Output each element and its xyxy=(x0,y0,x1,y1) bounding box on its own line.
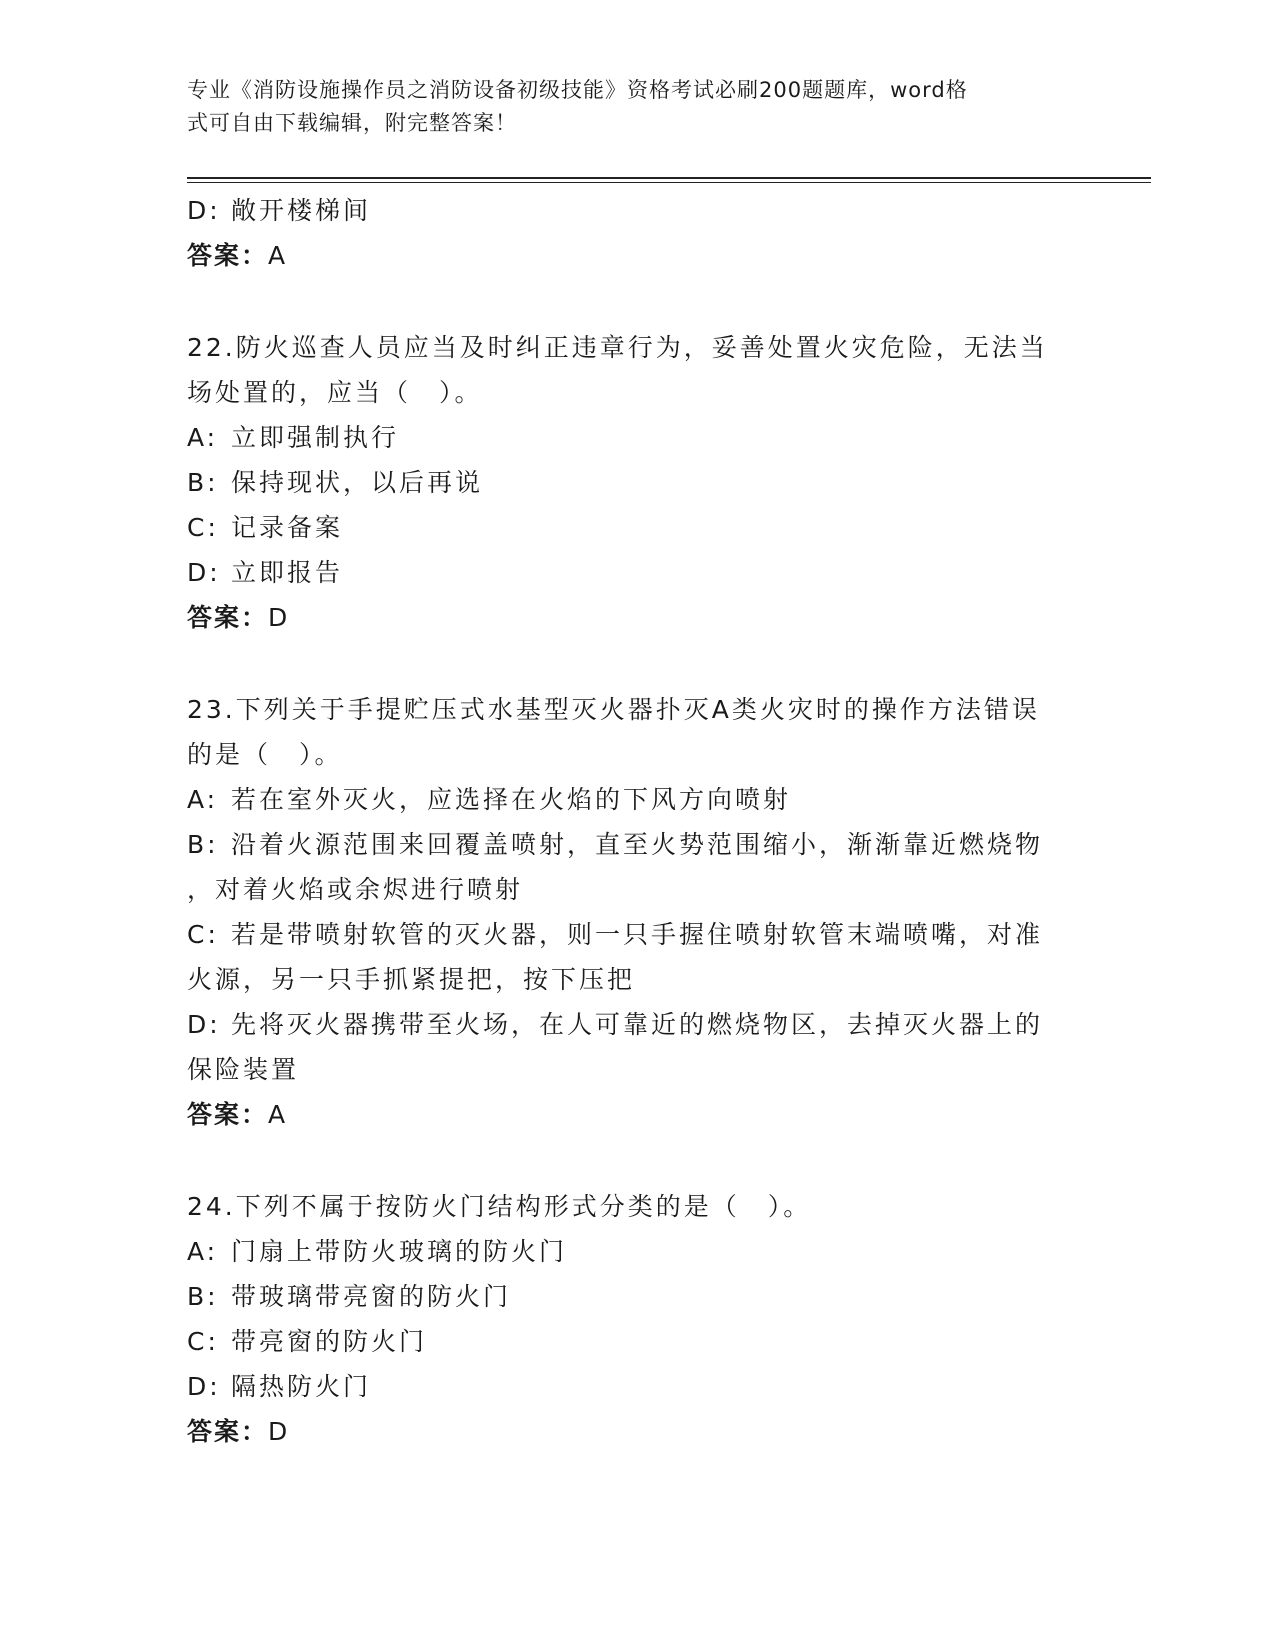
question-22-option-d: D: 立即报告 xyxy=(187,558,344,587)
question-24-option-d: D: 隔热防火门 xyxy=(187,1372,372,1401)
prev-option-d: D: 敞开楼梯间 xyxy=(187,196,372,225)
question-23-option-b-cont: ，对着火焰或余烬进行喷射 xyxy=(187,875,524,904)
question-22-answer: 答案：D xyxy=(187,603,289,632)
question-23-option-c: C: 若是带喷射软管的灭火器，则一只手握住喷射软管末端喷嘴，对准 xyxy=(187,920,1044,949)
header-line-2: 式可自由下载编辑，附完整答案！ xyxy=(187,111,517,135)
question-22-stem: 22.防火巡查人员应当及时纠正违章行为，妥善处置火灾危险，无法当 xyxy=(187,333,1048,362)
question-24-option-c: C: 带亮窗的防火门 xyxy=(187,1327,428,1356)
question-22-option-a: A: 立即强制执行 xyxy=(187,423,400,452)
question-23-option-d-cont: 保险装置 xyxy=(187,1055,300,1084)
question-23-option-a: A: 若在室外灭火，应选择在火焰的下风方向喷射 xyxy=(187,785,792,814)
question-22-stem-cont: 场处置的，应当（ ）。 xyxy=(187,378,483,407)
question-23-option-b: B: 沿着火源范围来回覆盖喷射，直至火势范围缩小，渐渐靠近燃烧物 xyxy=(187,830,1044,859)
question-23-option-c-cont: 火源，另一只手抓紧提把，按下压把 xyxy=(187,965,636,994)
question-content xyxy=(187,188,1087,1454)
header-rule-thick xyxy=(187,177,1151,179)
header-rule-thin xyxy=(187,182,1151,183)
header-line-1: 专业《消防设施操作员之消防设备初级技能》资格考试必刷200题题库，word格 xyxy=(187,78,968,102)
question-22-option-c: C: 记录备案 xyxy=(187,513,344,542)
document-header xyxy=(187,74,1067,140)
question-24-option-a: A: 门扇上带防火玻璃的防火门 xyxy=(187,1237,568,1266)
question-23-stem: 23.下列关于手提贮压式水基型灭火器扑灭A类火灾时的操作方法错误 xyxy=(187,695,1040,724)
question-23-stem-cont: 的是（ ）。 xyxy=(187,740,343,769)
question-22-option-b: B: 保持现状，以后再说 xyxy=(187,468,484,497)
question-24-option-b: B: 带玻璃带亮窗的防火门 xyxy=(187,1282,512,1311)
question-23-option-d: D: 先将灭火器携带至火场，在人可靠近的燃烧物区，去掉灭火器上的 xyxy=(187,1010,1044,1039)
prev-answer: 答案：A xyxy=(187,241,287,270)
question-24-answer: 答案：D xyxy=(187,1417,289,1446)
question-24-stem: 24.下列不属于按防火门结构形式分类的是（ ）。 xyxy=(187,1192,812,1221)
question-23-answer: 答案：A xyxy=(187,1100,287,1129)
